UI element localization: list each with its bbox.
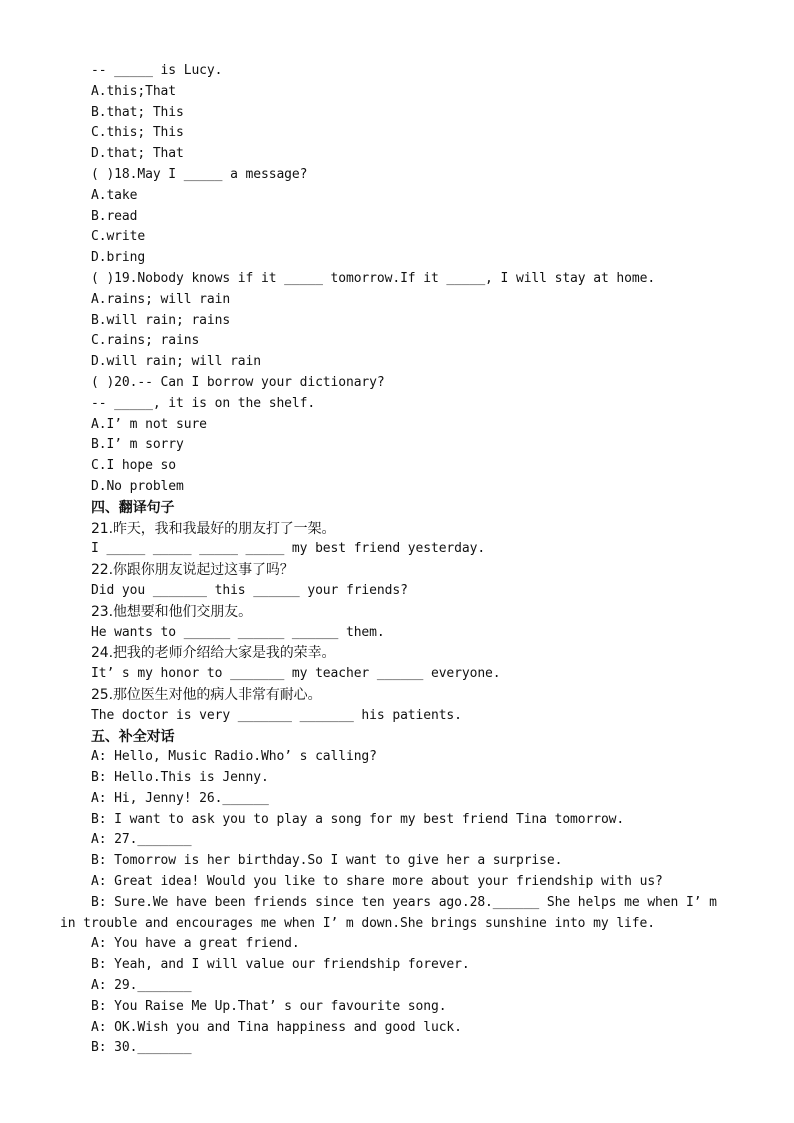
dialogue-line: A: OK.Wish you and Tina happiness and good luck. (91, 1019, 462, 1035)
question-18: ( )18.May I _____ a message? (91, 166, 308, 182)
option-line: C.this; This (91, 125, 184, 141)
option-line: A.take (91, 187, 138, 203)
answer-line: It’ s my honor to _______ my teacher ______ everyone. (91, 666, 501, 682)
answer-line: I _____ _____ _____ _____ my best friend yesterday. (91, 541, 486, 557)
question-21: 21.昨天，我和我最好的朋友打了一架。 (91, 520, 336, 537)
dialogue-line: B: Yeah, and I will value our friendship forever. (91, 957, 470, 973)
dialogue-line: A: Great idea! Would you like to share more about your friendship with us? (91, 874, 663, 890)
dialogue-line: B: Tomorrow is her birthday.So I want to give her a surprise. (91, 853, 563, 869)
option-line: B.will rain; rains (91, 312, 231, 328)
question-24: 24.把我的老师介绍给大家是我的荣幸。 (91, 645, 336, 662)
option-line: C.write (91, 229, 146, 245)
question-25: 25.那位医生对他的病人非常有耐心。 (91, 686, 322, 703)
section-heading-dialogue: 五、补全对话 (91, 728, 175, 745)
dialogue-line: B: Hello.This is Jenny. (91, 770, 269, 786)
dialogue-line: B: You Raise Me Up.That’ s our favourite song. (91, 998, 447, 1014)
option-line: D.that; That (91, 146, 184, 162)
question-20: ( )20.-- Can I borrow your dictionary? (91, 374, 385, 390)
dialogue-line: B: Sure.We have been friends since ten years ago.28.______ She helps me when I’ m (91, 894, 717, 910)
text-line: -- _____, it is on the shelf. (91, 395, 316, 411)
option-line: C.rains; rains (91, 333, 200, 349)
question-23: 23.他想要和他们交朋友。 (91, 603, 252, 620)
question-22: 22.你跟你朋友说起过这事了吗？ (91, 562, 294, 579)
answer-line: He wants to ______ ______ ______ them. (91, 624, 385, 640)
option-line: D.bring (91, 250, 146, 266)
dialogue-line: A: Hi, Jenny! 26.______ (91, 790, 269, 806)
option-line: B.read (91, 208, 138, 224)
dialogue-line: B: I want to ask you to play a song for my best friend Tina tomorrow. (91, 811, 625, 827)
section-heading-translate: 四、翻译句子 (91, 499, 175, 516)
option-line: A.this;That (91, 83, 176, 99)
option-line: C.I hope so (91, 458, 176, 474)
dialogue-line-continued: in trouble and encourages me when I’ m down.She brings sunshine into my life. (60, 915, 655, 931)
dialogue-line: A: 29._______ (91, 978, 192, 994)
dialogue-line: A: Hello, Music Radio.Who’ s calling? (91, 749, 377, 765)
text-line: -- _____ is Lucy. (91, 63, 223, 78)
option-line: B.that; This (91, 104, 184, 120)
option-line: D.will rain; will rain (91, 354, 261, 370)
dialogue-line: B: 30._______ (91, 1040, 192, 1056)
dialogue-line: A: 27._______ (91, 832, 192, 848)
answer-line: The doctor is very _______ _______ his patients. (91, 707, 462, 723)
option-line: D.No problem (91, 478, 184, 494)
option-line: B.I’ m sorry (91, 437, 184, 453)
option-line: A.I’ m not sure (91, 416, 207, 432)
question-19: ( )19.Nobody knows if it _____ tomorrow.If it _____, I will stay at home. (91, 270, 656, 286)
dialogue-line: A: You have a great friend. (91, 936, 300, 952)
answer-line: Did you _______ this ______ your friends? (91, 582, 408, 598)
option-line: A.rains; will rain (91, 291, 231, 307)
